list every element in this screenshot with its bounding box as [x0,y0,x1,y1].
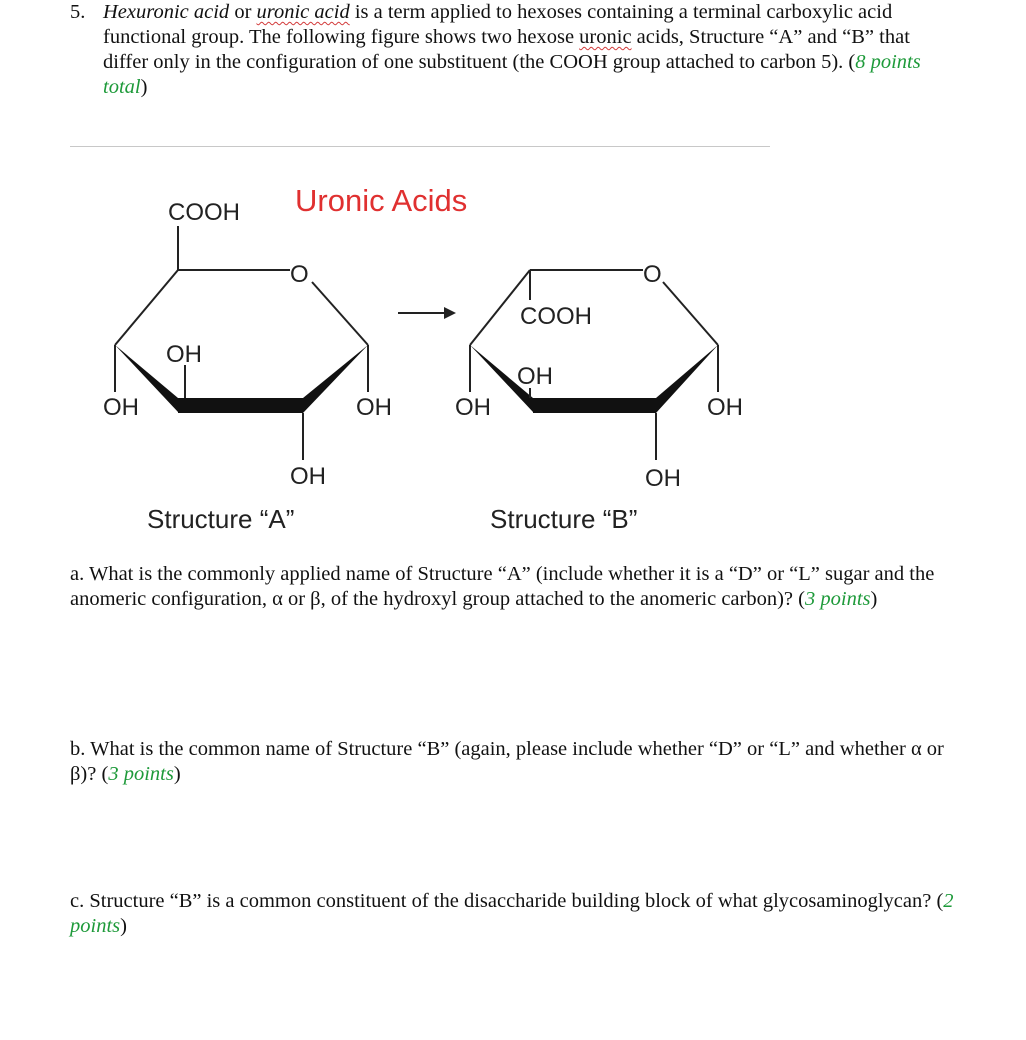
close-paren: ) [140,76,148,98]
term-hexuronic: Hexuronic acid [103,1,230,23]
question-number: 5. [70,1,86,23]
a-bottom-bond [178,398,303,413]
part-c-close: ) [120,915,127,937]
part-a [70,562,970,612]
b-oh-bottom: OH [645,465,681,492]
a-left-upper-bond [115,270,178,345]
structure-b-label: Structure “B” [490,504,638,534]
part-c-text: c. Structure “B” is a common constituent of the disaccharide building block of what glycosaminoglycan? ( [70,890,944,912]
a-right-upper-bond [312,282,368,345]
structure-a [103,199,392,534]
uronic-acids-figure [0,150,1026,550]
divider [70,146,770,147]
part-b-text: b. What is the common name of Structure “B” (again, please include whether “D” or “L” and whether α or β)? ( [70,738,944,785]
question-text [103,0,950,100]
figure-title: Uronic Acids [295,183,468,218]
part-b-points: 3 points [108,763,174,785]
sentence-2: acids, Structure “A” and “B” that differ only in the configuration of one substituent (the COOH group attached to carbon 5). ( [103,26,910,73]
uronic-word: uronic [579,26,632,48]
structure-a-label: Structure “A” [147,504,295,534]
a-oh-top: OH [166,341,202,368]
b-oh-inner: OH [517,363,553,390]
part-a-text: a. What is the commonly applied name of Structure “A” (include whether it is a “D” or “L” sugar and the anomeric configuration, α or β, of the hydroxyl group attached to the anomeric carbon)? ( [70,563,935,610]
b-bottom-bond [533,398,656,413]
part-a-close: ) [870,588,878,610]
part-c [70,889,970,939]
b-right-upper-bond [663,282,718,345]
part-b-close: ) [173,763,181,785]
arrow-icon [398,307,456,319]
part-c-points: 2 points [70,890,954,937]
question-5 [70,0,950,100]
b-oh-right: OH [707,394,743,421]
points-total: 8 points total [103,51,921,98]
a-oh-bottom: OH [290,463,326,490]
b-ring-oxygen: O [643,261,662,288]
b-cooh-label: COOH [520,303,592,330]
term-uronic: uronic acid [256,1,350,23]
a-oh-left: OH [103,394,139,421]
sentence-1: is a term applied to hexoses containing a terminal carboxylic acid functional group. The following figure shows two hexose [103,1,893,48]
a-cooh-label: COOH [168,199,240,226]
a-ring-oxygen: O [290,261,309,288]
part-a-points: 3 points [805,588,871,610]
a-oh-right: OH [356,394,392,421]
b-oh-left: OH [455,394,491,421]
or-text: or [229,1,257,23]
structure-b [455,261,743,534]
part-b [70,737,970,787]
